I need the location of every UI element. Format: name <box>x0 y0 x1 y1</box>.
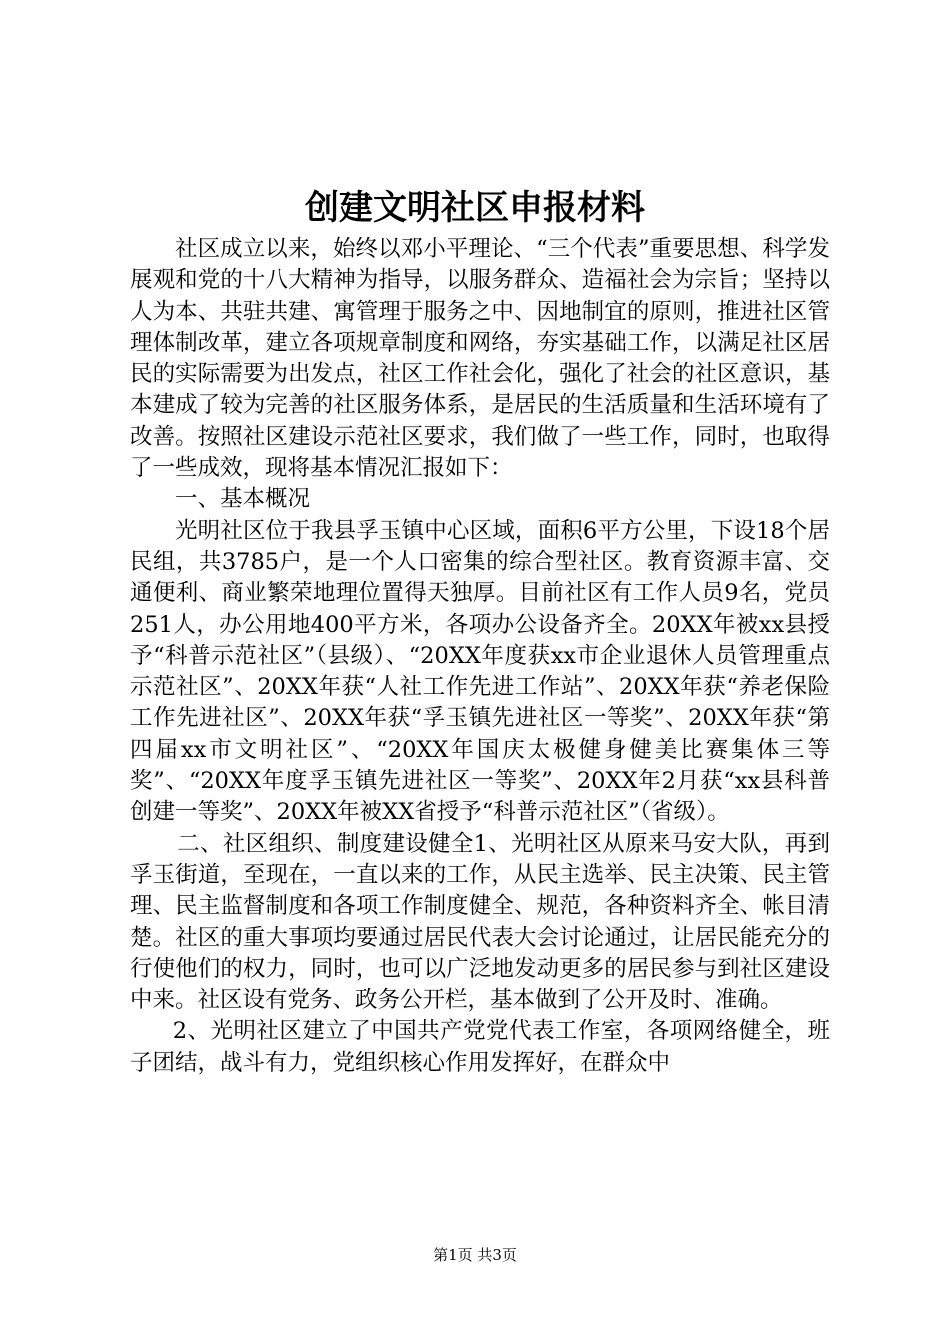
page-number-footer: 第1页 共3页 <box>433 1246 517 1264</box>
section-heading-overview: 一、基本概况 <box>175 486 311 513</box>
document-body <box>130 234 830 1079</box>
document-title: 创建文明社区申报材料 <box>305 188 645 228</box>
paragraph-organization: 二、社区组织、制度建设健全1、光明社区从原来马安大队，再到孚玉街道，至现在，一直以来的工作，从民主选举、民主决策、民主管理、民主监督制度和各项工作制度健全、规范，各种资料齐全、帐目清楚。社区的重大事项均要通过居民代表大会讨论通过，让居民能充分的行使他们的权力，同时，也可以广泛地发动更多的居民参与到社区建设中来。社区设有党务、政务公开栏，基本做到了公开及时、准确。 <box>130 830 830 1014</box>
paragraph-intro: 社区成立以来，始终以邓小平理论、“三个代表”重要思想、科学发展观和党的十八大精神为指导，以服务群众、造福社会为宗旨；坚持以人为本、共驻共建、寓管理于服务之中、因地制宜的原则，推进社区管理体制改革，建立各项规章制度和网络，夯实基础工作，以满足社区居民的实际需要为出发点，社区工作社会化，强化了社会的社区意识，基本建成了较为完善的社区服务体系，是居民的生活质量和生活环境有了改善。按照社区建设示范社区要求，我们做了一些工作，同时，也取得了一些成效，现将基本情况汇报如下： <box>130 236 830 482</box>
paragraph-overview: 光明社区位于我县孚玉镇中心区域，面积6平方公里，下设18个居民组，共3785户，是一个人口密集的综合型社区。教育资源丰富、交通便利、商业繁荣地理位置得天独厚。目前社区有工作人员9名，党员251人，办公用地400平方米，各项办公设备齐全。20XX年被xx县授予“科普示范社区”（县级）、“20XX年度获xx市企业退休人员管理重点示范社区”、20XX年获“人社工作先进工作站”、20XX年获“养老保险工作先进社区”、20XX年获“孚玉镇先进社区一等奖”、20XX年获“第四届xx市文明社区”、“20XX年国庆太极健身健美比赛集体三等奖”、“20XX年度孚玉镇先进社区一等奖”、20XX年2月获“xx县科普创建一等奖”、20XX年被XX省授予“科普示范社区”（省级）。 <box>130 517 830 826</box>
paragraph-party-office: 2、光明社区建立了中国共产党党代表工作室，各项网络健全，班子团结，战斗有力，党组织核心作用发挥好，在群众中 <box>130 1018 830 1076</box>
